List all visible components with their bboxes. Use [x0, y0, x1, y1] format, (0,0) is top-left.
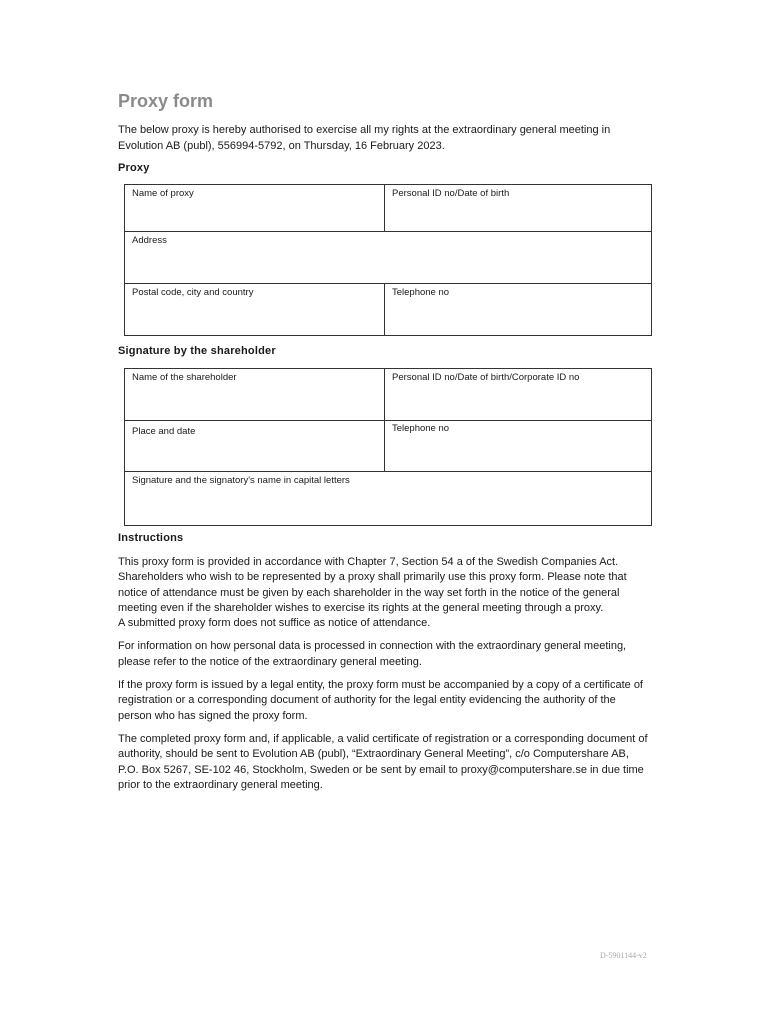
intro-text: The below proxy is hereby authorised to exercise all my rights at the extraordinary general meeting in Evolution AB (publ), 556994-5792, on Thursday, 16 February 2023.: [118, 124, 611, 152]
shareholder-name-field[interactable]: Name of the shareholder: [125, 369, 385, 421]
instructions-paragraph-1b: A submitted proxy form does not suffice as notice of attendance.: [118, 617, 431, 630]
instructions-heading: Instructions: [118, 532, 184, 544]
place-date-field[interactable]: Place and date: [125, 421, 385, 472]
instructions-paragraph: [118, 555, 648, 631]
instructions-paragraph-4: The completed proxy form and, if applicable, a valid certificate of registration or a corresponding document of authority, should be sent to Evolution AB (publ), “Extraordinary General Meeting”, c/o Computershare AB, P.O. Box 5267, SE-102 46, Stockholm, Sweden or be sent by email to proxy@computershare.se in due time prior to the extraordinary general meeting.: [118, 732, 648, 791]
proxy-telephone-field[interactable]: Telephone no: [385, 284, 652, 336]
document-code: D-5901144-v2: [600, 951, 647, 960]
proxy-address-field[interactable]: Address: [125, 232, 652, 284]
signature-field[interactable]: Signature and the signatory's name in capital letters: [125, 472, 652, 526]
proxy-heading: Proxy: [118, 162, 150, 174]
proxy-name-field[interactable]: Name of proxy: [125, 185, 385, 232]
signature-heading: Signature by the shareholder: [118, 345, 276, 357]
proxy-postal-field[interactable]: Postal code, city and country: [125, 284, 385, 336]
proxy-personal-id-field[interactable]: Personal ID no/Date of birth: [385, 185, 652, 232]
instructions-paragraph-1a: This proxy form is provided in accordance with Chapter 7, Section 54 a of the Swedish Companies Act. Shareholders who wish to be represented by a proxy shall primarily use this proxy form. Please note that notice of attendance must be given by each shareholder in the way set forth in the notice of the general meeting even if the shareholder wishes to exercise its rights at the general meeting through a proxy.: [118, 556, 627, 614]
instructions-paragraph-2: For information on how personal data is processed in connection with the extraordinary general meeting, please refer to the notice of the extraordinary general meeting.: [118, 640, 627, 668]
shareholder-personal-id-field[interactable]: Personal ID no/Date of birth/Corporate ID no: [385, 369, 652, 421]
page-title: Proxy form: [118, 91, 214, 111]
proxy-table: [124, 184, 652, 336]
instructions-paragraph-3: If the proxy form is issued by a legal entity, the proxy form must be accompanied by a copy of a certificate of registration or a corresponding document of authority for the legal entity evidencing the authority of the person who has signed the proxy form.: [118, 679, 643, 722]
instructions-body: [118, 555, 648, 801]
shareholder-telephone-field[interactable]: Telephone no: [385, 421, 652, 472]
signature-table: [124, 368, 652, 526]
